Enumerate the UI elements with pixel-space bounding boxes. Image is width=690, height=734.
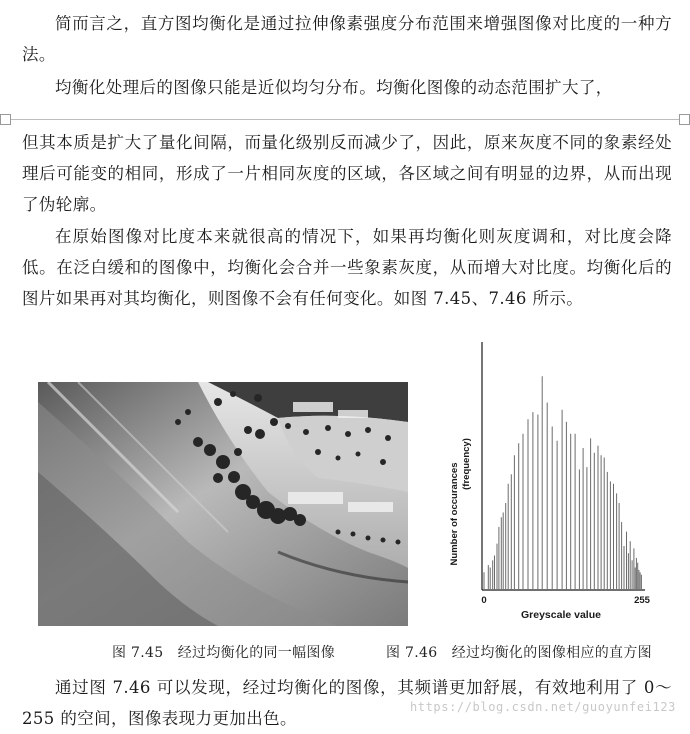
figure-7-45-caption: 图 7.45 经过均衡化的同一幅图像 xyxy=(112,645,336,661)
x-tick-label-255: 255 xyxy=(634,595,650,606)
paragraph-contrast: 在原始图像对比度本来就很高的情况下，如果再均衡化则灰度调和，对比度会降低。在泛白缓和的图像中，均衡化会合并一些象素灰度，从而增大对比度。均衡化后的图片如果再对其均衡化，则图像不会有任何变化。如图 7.45、7.46 所示。 xyxy=(22,227,672,308)
equalized-landscape-photo xyxy=(38,382,408,626)
figure-7-46-caption: 图 7.46 经过均衡化的图像相应的直方图 xyxy=(386,645,652,661)
margin-marker-right xyxy=(679,114,690,125)
histogram-bars xyxy=(484,376,641,589)
page-divider xyxy=(0,119,690,120)
paragraph-conclusion: 通过图 7.46 可以发现，经过均衡化的图像，其频谱更加舒展，有效地利用了 0～255 的空间，图像表现力更加出色。 xyxy=(22,678,672,728)
paragraph-intro: 简而言之，直方图均衡化是通过拉伸像素强度分布范围来增强图像对比度的一种方法。 xyxy=(22,14,672,64)
y-axis-label-line2: (frequency) xyxy=(461,438,472,490)
x-tick-label-0: 0 xyxy=(481,595,487,606)
margin-marker-left xyxy=(0,114,11,125)
watermark-url: https://blog.csdn.net/guoyunfei123 xyxy=(409,700,676,714)
paragraph-uniform: 均衡化处理后的图像只能是近似均匀分布。均衡化图像的动态范围扩大了， xyxy=(55,78,613,97)
y-axis-label-line1: Number of occurances xyxy=(449,462,460,566)
x-axis-title: Greyscale value xyxy=(521,609,601,621)
paragraph-quantization: 但其本质是扩大了量化间隔，而量化级别反而减少了，因此，原来灰度不同的象素经处理后可能变的相同，形成了一片相同灰度的区域，各区域之间有明显的边界，从而出现了伪轮廓。 xyxy=(22,133,672,214)
histogram-chart xyxy=(444,336,660,626)
